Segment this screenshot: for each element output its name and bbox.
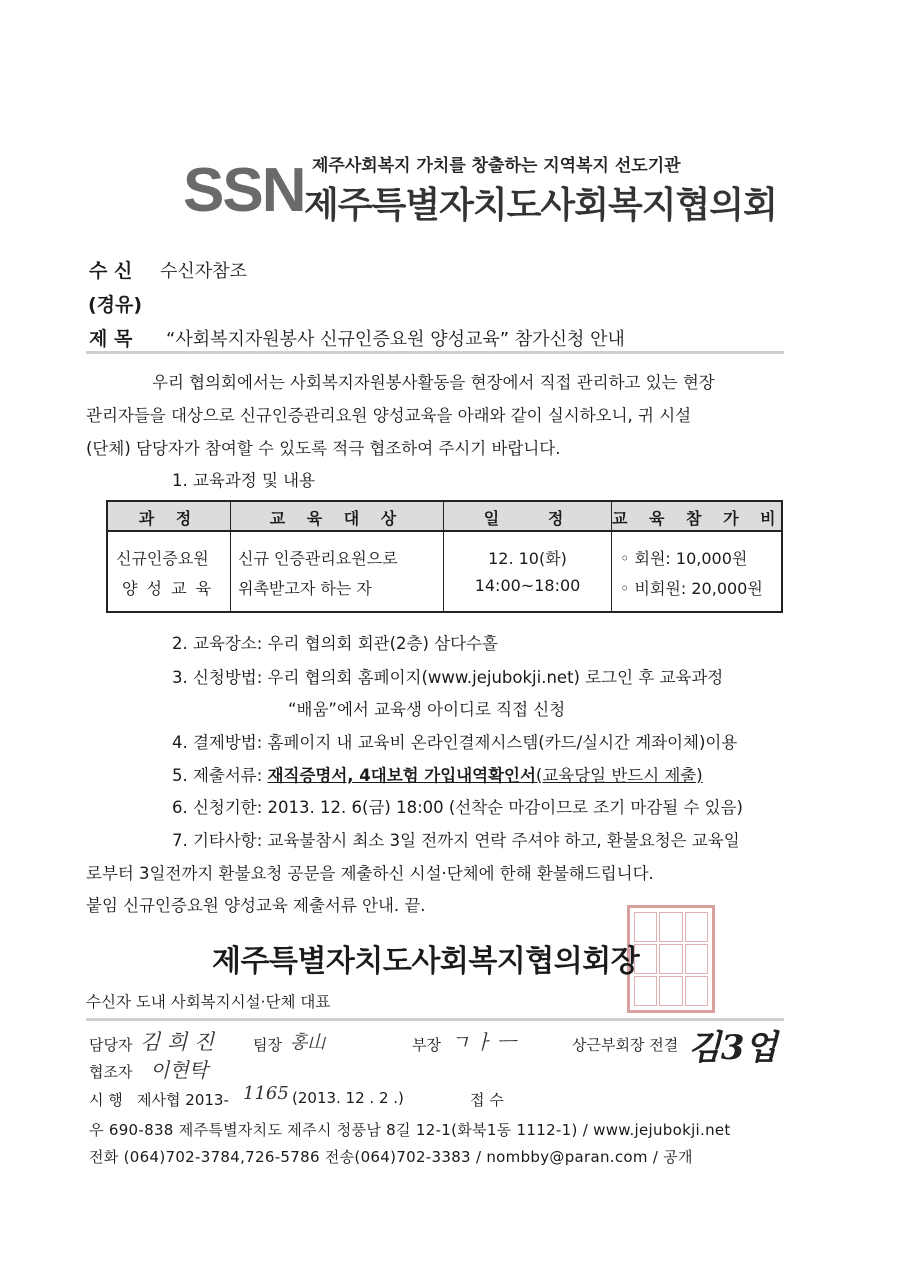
item-7-line-1: 7. 기타사항: 교육불참시 최소 3일 전까지 연락 주셔야 하고, 환불요청은 교육일 — [172, 831, 740, 850]
execution-date: (2013. 12 . 2 .) — [292, 1089, 404, 1107]
item-2: 2. 교육장소: 우리 협의회 회관(2층) 삼다수홀 — [172, 634, 498, 653]
staff-signature: 김 희 진 — [140, 1030, 215, 1054]
item-1-heading: 1. 교육과정 및 내용 — [172, 471, 316, 490]
intro-line-3: (단체) 담당자가 참여할 수 있도록 적극 협조하여 주시기 바랍니다. — [86, 439, 561, 458]
item-5-required-docs: 재직증명서, 4대보험 가입내역확인서 — [267, 766, 536, 785]
header-divider — [86, 351, 784, 354]
recipients-line: 수신자 도내 사회복지시설·단체 대표 — [86, 993, 331, 1011]
header-course: 과 정 — [138, 509, 200, 528]
subject-value: “사회복지자원봉사 신규인증요원 양성교육” 참가신청 안내 — [166, 329, 625, 350]
contact-line: 전화 (064)702-3784,726-5786 전송(064)702-3383 / nombby@paran.com / 공개 — [89, 1148, 693, 1166]
header-fee: 교 육 참 가 비 — [612, 509, 784, 528]
item-5-note: (교육당일 반드시 제출) — [535, 766, 703, 785]
execution-label: 시 행 제사협 2013- — [89, 1091, 229, 1109]
via-label: (경유) — [88, 294, 143, 316]
item-3-line-1: 3. 신청방법: 우리 협의회 홈페이지(www.jejubokji.net) 로그인 후 교육과정 — [172, 668, 724, 687]
course-line-2: 양 성 교 육 — [122, 579, 214, 598]
attachment-note: 붙임 신규인증요원 양성교육 제출서류 안내. 끝. — [86, 896, 426, 915]
footer-divider — [86, 1018, 784, 1021]
slogan: 제주사회복지 가치를 창출하는 지역복지 선도기관 — [312, 156, 681, 176]
cooperator-label: 협조자 — [89, 1063, 133, 1081]
issuer-name: 제주특별자치도사회복지협의회장 — [212, 944, 640, 979]
item-5 — [172, 762, 703, 786]
header-target: 교 육 대 상 — [269, 509, 405, 528]
recipient-label: 수 신 — [89, 260, 133, 282]
recipient-value: 수신자참조 — [160, 261, 247, 282]
item-6: 6. 신청기한: 2013. 12. 6(금) 18:00 (선착순 마감이므로 조기 마감될 수 있음) — [172, 798, 743, 817]
item-5-label: 5. 제출서류: — [172, 766, 268, 785]
schedule-time: 14:00~18:00 — [474, 576, 581, 595]
team-leader-signature: 홍山 — [290, 1032, 326, 1053]
receipt-label: 접 수 — [470, 1091, 504, 1109]
item-7-line-2: 로부터 3일전까지 환불요청 공문을 제출하신 시설·단체에 한해 환불해드립니다. — [86, 864, 654, 883]
course-line-1: 신규인증요원 — [116, 549, 209, 568]
target-line-1: 신규 인증관리요원으로 — [238, 549, 398, 568]
schedule-date: 12. 10(화) — [488, 549, 567, 568]
ssn-logo: SSN — [183, 156, 305, 225]
team-leader-label: 팀장 — [253, 1036, 282, 1054]
address-line: 우 690-838 제주특별자치도 제주시 청풍남 8길 12-1(화북1동 1112-1) / www.jejubokji.net — [89, 1121, 731, 1139]
vice-president-signature: 김3업 — [688, 1028, 778, 1068]
dept-head-signature: ㄱㅏㅡ — [450, 1030, 520, 1054]
organization-name: 제주특별자치도사회복지협의회 — [304, 185, 777, 226]
item-3-line-2: “배움”에서 교육생 아이디로 직접 신청 — [288, 700, 566, 719]
official-seal — [627, 905, 715, 1013]
execution-number: 1165 — [243, 1083, 289, 1104]
staff-label: 담당자 — [89, 1036, 133, 1054]
fee-nonmember: ◦ 비회원: 20,000원 — [620, 579, 763, 598]
intro-line-1: 우리 협의회에서는 사회복지자원봉사활동을 현장에서 직접 관리하고 있는 현장 — [152, 373, 715, 392]
target-line-2: 위촉받고자 하는 자 — [238, 579, 372, 598]
header-schedule: 일 정 — [483, 509, 572, 528]
course-table — [106, 500, 783, 613]
item-4: 4. 결제방법: 홈페이지 내 교육비 온라인결제시스템(카드/실시간 계좌이체)이용 — [172, 733, 738, 752]
cooperator-signature: 이현탁 — [150, 1058, 208, 1082]
fee-member: ◦ 회원: 10,000원 — [620, 549, 748, 568]
intro-line-2: 관리자들을 대상으로 신규인증관리요원 양성교육을 아래와 같이 실시하오니, 귀 시설 — [86, 406, 692, 425]
vice-president-label: 상근부회장 전결 — [572, 1036, 679, 1054]
dept-head-label: 부장 — [412, 1036, 441, 1054]
subject-label: 제 목 — [89, 328, 133, 350]
